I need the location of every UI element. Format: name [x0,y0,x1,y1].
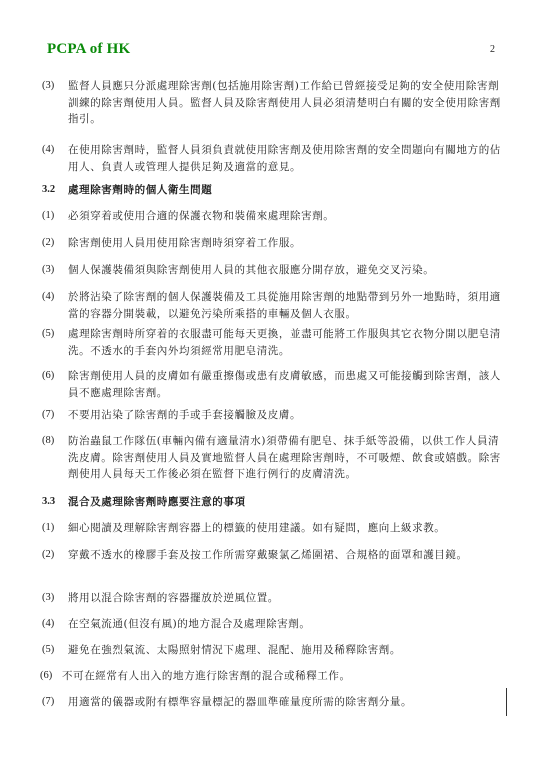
item-number: (7) [42,409,55,420]
list-item [42,262,502,279]
list-item [42,289,502,322]
item-text: 將用以混合除害劑的容器擺放於逆風位置。 [68,592,279,604]
item-number: (1) [42,522,55,533]
item-text: 在使用除害劑時，監督人員須負責就使用除害劑及使用除害劑的安全問題向有關地方的佔用人、負責人或管理人提供足夠及適當的意見。 [68,144,501,173]
item-number: (5) [42,328,55,339]
item-number: (6) [40,670,53,681]
item-text: 細心閱讀及理解除害劑容器上的標籤的使用建議。如有疑問，應向上級求教。 [68,522,446,534]
section-heading [42,182,212,198]
list-item [42,616,502,633]
list-item [42,78,502,128]
section-heading [42,494,246,510]
list-item [42,547,502,564]
page-number: 2 [490,44,495,55]
item-text: 必須穿着或使用合適的保護衣物和裝備來處理除害劑。 [68,210,335,222]
revision-bar [506,688,507,716]
item-number: (2) [42,549,55,560]
item-text: 於將沾染了除害劑的個人保護裝備及工具從施用除害劑的地點帶到另外一地點時，須用適當的容器分開裝載，以避免污染所乘搭的車輛及個人衣服。 [68,291,501,320]
list-item [42,368,502,401]
item-number: (2) [42,237,55,248]
item-number: (3) [42,592,55,603]
list-item [42,590,502,607]
item-number: (4) [42,144,55,155]
section-title: 混合及處理除害劑時應要注意的事項 [68,496,246,508]
item-number: (4) [42,291,55,302]
brand-header: PCPA of HK [47,41,131,57]
item-text: 避免在強烈氣流、太陽照射情況下處理、混配、施用及稀釋除害劑。 [68,644,401,656]
item-number: (4) [42,618,55,629]
item-text: 處理除害劑時所穿着的衣服盡可能每天更換，並盡可能將工作服與其它衣物分開以肥皂清洗。不透水的手套內外均須經常用肥皂清洗。 [68,328,501,357]
list-item [42,433,502,483]
item-number: (5) [42,644,55,655]
item-number: (1) [42,210,55,221]
item-number: (7) [42,696,55,707]
item-text: 不可在經常有人出入的地方進行除害劑的混合或稀釋工作。 [62,670,351,682]
list-item [42,142,502,175]
section-title: 處理除害劑時的個人衛生問題 [68,184,213,196]
list-item [42,694,502,711]
list-item [42,520,502,537]
item-text: 除害劑使用人員用使用除害劑時須穿着工作服。 [68,237,302,249]
list-item [42,642,502,659]
section-number: 3.2 [42,184,56,195]
item-number: (6) [42,370,55,381]
item-text: 在空氣流通(但沒有風)的地方混合及處理除害劑。 [68,618,311,630]
list-item [40,668,500,685]
list-item [42,407,502,424]
item-text: 用適當的儀器或附有標準容量標記的器皿準確量度所需的除害劑分量。 [68,696,413,708]
list-item [42,326,502,359]
item-number: (3) [42,264,55,275]
section-number: 3.3 [42,496,56,507]
item-text: 防治蟲鼠工作隊伍(車輛內備有適量清水)須帶備有肥皂、抹手紙等設備，以供工作人員清洗皮膚。除害劑使用人員及實地監督人員在處理除害劑時，不可吸煙、飲食或嬉戲。除害劑使用人員每天工作後必須在監督下進行例行的皮膚清洗。 [68,435,501,480]
item-text: 不要用沾染了除害劑的手或手套接觸臉及皮膚。 [68,409,302,421]
item-number: (8) [42,435,55,446]
list-item [42,208,502,225]
item-text: 除害劑使用人員的皮膚如有嚴重擦傷或患有皮膚敏感，而患處又可能接觸到除害劑，該人員不應處理除害劑。 [68,370,501,399]
item-text: 穿戴不透水的橡膠手套及按工作所需穿戴聚氯乙烯圍裙、合規格的面罩和護目鏡。 [68,549,468,561]
item-text: 監督人員應只分派處理除害劑(包括施用除害劑)工作給已曾經接受足夠的安全使用除害劑訓練的除害劑使用人員。監督人員及除害劑使用人員必須清楚明白有關的安全使用除害劑指引。 [68,80,501,125]
item-number: (3) [42,80,55,91]
item-text: 個人保護裝備須與除害劑使用人員的其他衣服應分開存放，避免交叉污染。 [68,264,435,276]
list-item [42,235,502,252]
